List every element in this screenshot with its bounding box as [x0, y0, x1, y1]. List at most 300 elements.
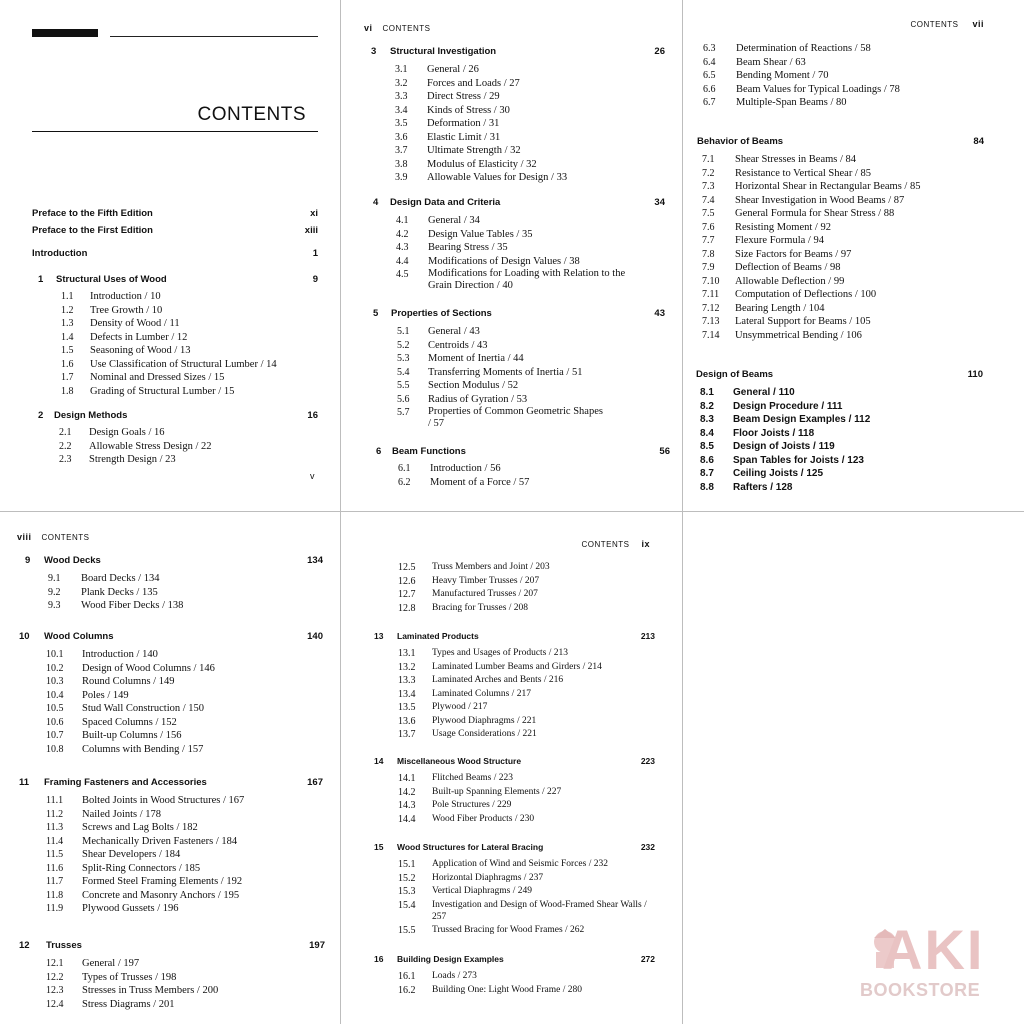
section-number: 7.5 — [702, 208, 715, 219]
section-item[interactable] — [398, 688, 678, 702]
section-item[interactable] — [702, 261, 1012, 275]
section-title: Ultimate Strength / 32 — [427, 145, 521, 156]
front-matter-item[interactable] — [32, 225, 318, 236]
front-matter-page: xi — [310, 208, 318, 219]
section-title: Seasoning of Wood / 13 — [90, 345, 191, 356]
section-item[interactable] — [702, 288, 1012, 302]
contents-page-v — [0, 0, 340, 511]
section-number: 10.3 — [46, 676, 64, 687]
section-number: 9.1 — [48, 573, 61, 584]
section-number: 1.4 — [61, 331, 74, 343]
section-item[interactable] — [398, 872, 678, 886]
section-number: 12.6 — [398, 575, 416, 587]
section-item[interactable] — [703, 56, 1003, 70]
section-list — [398, 462, 668, 489]
section-title: Concrete and Masonry Anchors / 195 — [82, 889, 240, 901]
section-item[interactable] — [396, 255, 666, 269]
section-item[interactable] — [61, 331, 331, 345]
section-item[interactable] — [46, 957, 331, 971]
running-head — [364, 23, 431, 33]
section-number: 3.6 — [395, 131, 408, 143]
chapter-number: 5 — [373, 308, 379, 319]
section-item[interactable] — [702, 153, 1012, 167]
section-item[interactable] — [59, 453, 329, 467]
section-item[interactable] — [46, 902, 331, 916]
page-number: vi — [364, 23, 373, 33]
section-item[interactable] — [61, 385, 331, 399]
section-title: Introduction / 140 — [82, 649, 158, 660]
section-title: Plank Decks / 135 — [81, 586, 158, 598]
section-item[interactable] — [46, 835, 331, 849]
section-item[interactable] — [396, 241, 666, 255]
section-title: Ceiling Joists / 125 — [733, 468, 824, 479]
front-matter-item[interactable] — [32, 208, 318, 219]
section-item[interactable] — [398, 772, 678, 786]
section-title: General / 197 — [82, 958, 140, 969]
section-title: Plywood / 217 — [432, 702, 488, 712]
section-item[interactable] — [395, 158, 680, 172]
section-number: 11.3 — [46, 822, 64, 833]
section-number: 2.3 — [59, 454, 72, 465]
section-item[interactable] — [46, 875, 331, 889]
section-title: Forces and Loads / 27 — [427, 77, 520, 89]
section-title: Investigation and Design of Wood-Framed Shear Walls / 257 — [432, 899, 647, 922]
chapter-page: 26 — [654, 46, 665, 57]
section-number: 11.9 — [46, 903, 64, 914]
section-number: 11.2 — [46, 808, 64, 820]
section-number: 5.2 — [397, 339, 410, 351]
section-list — [61, 290, 331, 398]
section-item[interactable] — [398, 715, 678, 729]
section-title: Shear Stresses in Beams / 84 — [735, 154, 857, 165]
section-item[interactable] — [397, 393, 667, 407]
section-title: Section Modulus / 52 — [428, 380, 519, 391]
page-title: CONTENTS — [197, 104, 306, 125]
chapter-number: 10 — [19, 631, 30, 642]
running-head-label: CONTENTS — [41, 533, 90, 542]
section-item[interactable] — [700, 440, 1000, 454]
chapter-page: 140 — [307, 631, 323, 642]
chapter-title: Structural Uses of Wood — [56, 274, 167, 285]
section-item[interactable] — [398, 661, 678, 675]
running-head — [581, 539, 650, 549]
section-number: 9.3 — [48, 600, 61, 611]
section-item[interactable] — [61, 304, 331, 318]
section-item[interactable] — [700, 427, 1000, 441]
section-item[interactable] — [46, 662, 331, 676]
section-item[interactable] — [395, 117, 680, 131]
section-number: 11.7 — [46, 876, 64, 887]
section-item[interactable] — [48, 572, 328, 586]
section-number: 7.7 — [702, 235, 715, 246]
section-item[interactable] — [395, 131, 680, 145]
section-title: Wood Fiber Products / 230 — [432, 813, 535, 824]
section-item[interactable] — [396, 214, 666, 228]
section-item[interactable] — [46, 716, 331, 730]
section-title: Loads / 273 — [432, 971, 477, 981]
section-number: 4.3 — [396, 242, 409, 253]
chapter-page: 167 — [307, 777, 323, 788]
section-item[interactable] — [61, 344, 331, 358]
section-title: Introduction / 56 — [430, 463, 501, 474]
section-number: 3.4 — [395, 104, 408, 116]
chapter-page: 110 — [967, 369, 983, 380]
chapter-page: 56 — [659, 446, 670, 457]
section-title: Bearing Length / 104 — [735, 302, 825, 314]
section-item[interactable] — [46, 675, 331, 689]
section-title: Beam Values for Typical Loadings / 78 — [736, 83, 900, 95]
section-item[interactable] — [46, 862, 331, 876]
section-title: Modifications for Loading with Relation to the Grain Direction / 40 — [428, 268, 626, 291]
section-title: Floor Joists / 118 — [733, 427, 815, 439]
section-title: Plywood Gussets / 196 — [82, 903, 179, 914]
section-item[interactable] — [702, 167, 1012, 181]
section-item[interactable] — [395, 90, 680, 104]
section-item[interactable] — [397, 325, 667, 339]
section-number: 8.8 — [700, 481, 714, 493]
section-number: 11.1 — [46, 795, 64, 806]
section-item[interactable] — [59, 426, 329, 440]
section-title: Modifications of Design Values / 38 — [428, 255, 580, 267]
section-number: 12.8 — [398, 602, 416, 614]
section-number: 15.1 — [398, 859, 416, 870]
section-item[interactable] — [398, 813, 678, 827]
front-matter-item[interactable] — [32, 248, 318, 259]
section-item[interactable] — [46, 743, 331, 757]
chapter-number: 12 — [19, 940, 30, 951]
section-item[interactable] — [398, 602, 678, 616]
section-title: Heavy Timber Trusses / 207 — [432, 575, 540, 586]
section-title: Application of Wind and Seismic Forces / 232 — [432, 859, 608, 869]
section-title: Use Classification of Structural Lumber / 14 — [90, 358, 277, 370]
section-title: Elastic Limit / 31 — [427, 131, 501, 143]
section-item[interactable] — [700, 400, 1000, 414]
section-item[interactable] — [398, 970, 678, 984]
section-item[interactable] — [398, 476, 668, 490]
running-head-label: CONTENTS — [581, 540, 630, 549]
chapter-number: 1 — [38, 274, 44, 285]
section-item[interactable] — [395, 77, 680, 91]
section-item[interactable] — [703, 83, 1003, 97]
section-list — [395, 63, 680, 185]
section-title: Mechanically Driven Fasteners / 184 — [82, 835, 238, 847]
section-item[interactable] — [395, 63, 680, 77]
bookstore-watermark — [860, 920, 1005, 1010]
section-number: 15.4 — [398, 899, 416, 911]
contents-page-vii — [684, 0, 1024, 511]
section-item[interactable] — [398, 674, 678, 688]
front-matter-title: Preface to the First Edition — [32, 225, 153, 236]
section-item[interactable] — [46, 702, 331, 716]
section-title: Flexure Formula / 94 — [735, 235, 824, 246]
section-number: 4.1 — [396, 215, 409, 226]
section-title: Vertical Diaphragms / 249 — [432, 886, 532, 896]
section-number: 7.13 — [702, 316, 720, 327]
section-title: Plywood Diaphragms / 221 — [432, 715, 537, 726]
section-item[interactable] — [702, 234, 1012, 248]
section-title: Laminated Arches and Bents / 216 — [432, 675, 564, 685]
section-item[interactable] — [48, 599, 328, 613]
section-item[interactable] — [702, 194, 1012, 208]
section-item[interactable] — [703, 42, 1003, 56]
section-list — [398, 561, 678, 615]
chapter-number: 2 — [38, 410, 44, 421]
section-item[interactable] — [397, 406, 667, 431]
section-title: Split-Ring Connectors / 185 — [82, 862, 201, 874]
section-item[interactable] — [702, 329, 1012, 343]
section-number: 7.3 — [702, 181, 715, 192]
section-item[interactable] — [395, 171, 680, 185]
section-number: 7.1 — [702, 154, 715, 165]
front-matter-page: xiii — [304, 225, 318, 236]
section-number: 16.1 — [398, 971, 416, 982]
section-number: 6.4 — [703, 56, 716, 68]
section-number: 4.2 — [396, 228, 409, 240]
section-number: 9.2 — [48, 586, 61, 598]
contents-page-ix — [342, 513, 682, 1024]
section-number: 1.5 — [61, 345, 74, 356]
section-title: Truss Members and Joint / 203 — [432, 562, 550, 572]
section-number: 6.3 — [703, 43, 716, 54]
section-number: 5.7 — [397, 407, 410, 418]
section-item[interactable] — [46, 648, 331, 662]
section-number: 12.7 — [398, 589, 416, 600]
section-item[interactable] — [700, 481, 1000, 495]
section-number: 4.5 — [396, 269, 409, 280]
section-title: Direct Stress / 29 — [427, 91, 500, 102]
section-title: Allowable Stress Design / 22 — [89, 440, 212, 452]
section-item[interactable] — [703, 69, 1003, 83]
section-number: 10.8 — [46, 743, 64, 755]
chapter-page: 232 — [640, 842, 655, 852]
section-item[interactable] — [46, 821, 331, 835]
page-number: viii — [17, 532, 32, 542]
section-item[interactable] — [702, 275, 1012, 289]
section-number: 1.2 — [61, 304, 74, 316]
section-item[interactable] — [46, 971, 331, 985]
section-item[interactable] — [398, 575, 678, 589]
section-number: 14.2 — [398, 786, 416, 798]
section-number: 7.10 — [702, 275, 720, 287]
chapter-title: Miscellaneous Wood Structure — [397, 756, 522, 766]
chapter-title: Wood Decks — [44, 555, 101, 566]
section-item[interactable] — [46, 889, 331, 903]
section-title: Determination of Reactions / 58 — [736, 43, 871, 54]
section-title: Design of Joists / 119 — [733, 441, 835, 452]
section-number: 1.3 — [61, 318, 74, 329]
section-item[interactable] — [397, 339, 667, 353]
section-title: Types of Trusses / 198 — [82, 971, 177, 983]
section-item[interactable] — [46, 729, 331, 743]
section-list — [397, 325, 667, 431]
section-item[interactable] — [46, 808, 331, 822]
section-item[interactable] — [702, 207, 1012, 221]
section-number: 10.2 — [46, 662, 64, 674]
section-item[interactable] — [398, 647, 678, 661]
section-item[interactable] — [702, 248, 1012, 262]
section-title: Horizontal Diaphragms / 237 — [432, 872, 544, 883]
section-item[interactable] — [398, 858, 678, 872]
section-number: 3.8 — [395, 158, 408, 170]
chapter-title: Properties of Sections — [391, 308, 492, 319]
section-item[interactable] — [396, 228, 666, 242]
section-title: Size Factors for Beams / 97 — [735, 248, 852, 260]
section-item[interactable] — [398, 561, 678, 575]
section-title: Screws and Lag Bolts / 182 — [82, 822, 198, 833]
section-title: Shear Investigation in Wood Beams / 87 — [735, 194, 905, 206]
section-list — [48, 572, 328, 613]
section-item[interactable] — [702, 180, 1012, 194]
section-item[interactable] — [398, 899, 678, 924]
section-item[interactable] — [46, 689, 331, 703]
section-item[interactable] — [61, 371, 331, 385]
section-number: 2.1 — [59, 427, 72, 438]
section-title: Centroids / 43 — [428, 339, 488, 351]
section-title: Resisting Moment / 92 — [735, 221, 831, 233]
section-item[interactable] — [702, 302, 1012, 316]
section-item[interactable] — [398, 984, 678, 998]
section-title: Design Procedure / 111 — [733, 400, 843, 412]
section-title: Design of Wood Columns / 146 — [82, 662, 215, 674]
section-title: Built-up Spanning Elements / 227 — [432, 786, 562, 797]
section-item[interactable] — [398, 924, 678, 938]
section-item[interactable] — [61, 290, 331, 304]
section-item[interactable] — [46, 848, 331, 862]
section-number: 7.9 — [702, 262, 715, 273]
section-list — [46, 794, 331, 916]
section-item[interactable] — [395, 104, 680, 118]
section-item[interactable] — [702, 221, 1012, 235]
section-item[interactable] — [397, 366, 667, 380]
section-title: Stud Wall Construction / 150 — [82, 703, 205, 714]
section-title: Built-up Columns / 156 — [82, 730, 182, 741]
section-item[interactable] — [700, 413, 1000, 427]
section-title: Bolted Joints in Wood Structures / 167 — [82, 795, 245, 806]
section-item[interactable] — [397, 352, 667, 366]
section-number: 13.1 — [398, 648, 416, 659]
decorative-rule — [110, 36, 318, 37]
section-number: 10.5 — [46, 703, 64, 714]
section-item[interactable] — [46, 794, 331, 808]
chapter-page: 213 — [640, 631, 655, 641]
section-list — [398, 858, 678, 937]
section-item[interactable] — [61, 317, 331, 331]
section-number: 11.6 — [46, 862, 64, 874]
section-title: Building One: Light Wood Frame / 280 — [432, 984, 582, 995]
section-number: 6.2 — [398, 476, 411, 488]
section-item[interactable] — [398, 786, 678, 800]
section-number: 11.4 — [46, 835, 64, 847]
section-item[interactable] — [398, 799, 678, 813]
section-title: Bearing Stress / 35 — [428, 242, 508, 253]
watermark-subtitle: BOOKSTORE — [860, 980, 981, 1000]
chapter-title: Design Data and Criteria — [390, 197, 501, 208]
section-item[interactable] — [46, 984, 331, 998]
section-number: 1.8 — [61, 385, 74, 397]
section-item[interactable] — [396, 268, 666, 293]
section-number: 15.5 — [398, 924, 416, 936]
section-item[interactable] — [395, 144, 680, 158]
section-title: Moment of a Force / 57 — [430, 476, 530, 488]
section-item[interactable] — [700, 467, 1000, 481]
section-item[interactable] — [398, 885, 678, 899]
section-number: 13.7 — [398, 729, 416, 740]
section-number: 12.1 — [46, 958, 64, 969]
section-item[interactable] — [700, 386, 1000, 400]
chapter-title: Wood Columns — [44, 631, 114, 642]
section-title: Radius of Gyration / 53 — [428, 393, 528, 405]
section-number: 14.3 — [398, 800, 416, 811]
running-head-label: CONTENTS — [382, 24, 431, 33]
section-title: General / 110 — [733, 387, 795, 398]
folio: v — [310, 471, 315, 481]
section-title: Properties of Common Geometric Shapes / 57 — [428, 406, 603, 429]
section-title: Laminated Columns / 217 — [432, 688, 531, 699]
section-item[interactable] — [46, 998, 331, 1012]
section-item[interactable] — [398, 462, 668, 476]
section-title: Laminated Lumber Beams and Girders / 214 — [432, 661, 602, 672]
section-item[interactable] — [59, 440, 329, 454]
chapter-number: 13 — [374, 631, 384, 641]
chapter-title: Design of Beams — [696, 369, 774, 380]
section-title: Tree Growth / 10 — [90, 304, 163, 316]
section-number: 4.4 — [396, 255, 409, 267]
section-list — [702, 153, 1012, 342]
section-number: 8.5 — [700, 441, 714, 452]
chapter-title: Design Methods — [54, 410, 128, 421]
section-title: Grading of Structural Lumber / 15 — [90, 385, 235, 397]
section-title: Beam Design Examples / 112 — [733, 414, 871, 425]
section-item[interactable] — [398, 701, 678, 715]
section-number: 13.6 — [398, 715, 416, 727]
section-number: 3.3 — [395, 91, 408, 102]
section-title: General / 43 — [428, 326, 480, 337]
section-item[interactable] — [702, 315, 1012, 329]
section-item[interactable] — [398, 728, 678, 742]
section-item[interactable] — [700, 454, 1000, 468]
front-matter-title: Introduction — [32, 248, 88, 259]
section-item[interactable] — [61, 358, 331, 372]
decorative-bar — [32, 29, 98, 37]
section-item[interactable] — [703, 96, 1003, 110]
section-number: 13.2 — [398, 661, 416, 673]
section-list — [59, 426, 329, 467]
contents-page-viii — [0, 513, 340, 1024]
section-number: 7.12 — [702, 302, 720, 314]
section-number: 3.7 — [395, 145, 408, 156]
section-title: Design Goals / 16 — [89, 427, 165, 438]
chapter-number: 4 — [373, 197, 379, 208]
section-number: 15.3 — [398, 886, 416, 897]
section-number: 2.2 — [59, 440, 72, 452]
section-item[interactable] — [397, 379, 667, 393]
section-number: 8.3 — [700, 414, 714, 425]
section-number: 7.2 — [702, 167, 715, 179]
section-number: 5.4 — [397, 366, 410, 378]
chapter-title: Framing Fasteners and Accessories — [44, 777, 207, 788]
section-number: 7.14 — [702, 329, 720, 341]
front-matter-title: Preface to the Fifth Edition — [32, 208, 153, 219]
section-list — [703, 42, 1003, 110]
section-item[interactable] — [48, 586, 328, 600]
section-item[interactable] — [398, 588, 678, 602]
chapter-page: 34 — [654, 197, 665, 208]
chapter-title: Trusses — [46, 940, 82, 951]
section-list — [398, 772, 678, 826]
section-number: 14.1 — [398, 773, 416, 784]
section-title: Allowable Deflection / 99 — [735, 275, 845, 287]
section-title: Manufactured Trusses / 207 — [432, 589, 538, 599]
